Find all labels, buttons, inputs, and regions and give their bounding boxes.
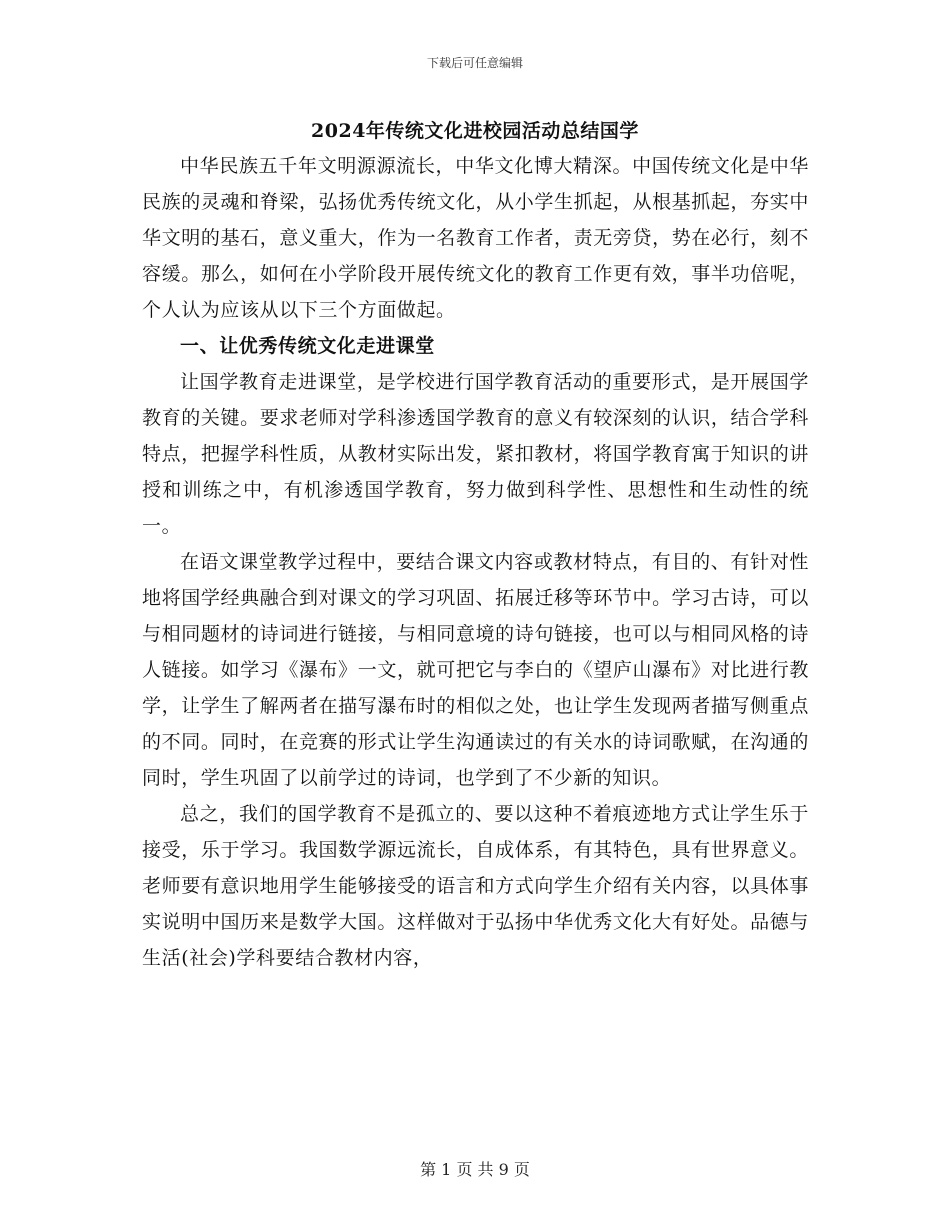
section-1-heading: 一、让优秀传统文化走进课堂 [180, 335, 435, 357]
section-1-paragraph-2: 在语文课堂教学过程中，要结合课文内容或教材特点，有目的、有针对性地将国学经典融合到对课文的学习巩固、拓展迁移等环节中。学习古诗，可以与相同题材的诗词进行链接，与相同意境的诗句链接，也可以与相同风格的诗人链接。如学习《瀑布》一文，就可把它与李白的《望庐山瀑布》对比进行教学，让学生了解两者在描写瀑布时的相似之处，也让学生发现两者描写侧重点的不同。同时，在竞赛的形式让学生沟通读过的有关水的诗词歌赋，在沟通的同时，学生巩固了以前学过的诗词，也学到了不少新的知识。 [142, 551, 809, 789]
page-number-footer: 第 1 页 共 9 页 [420, 1160, 530, 1179]
section-1-paragraph-1: 让国学教育走进课堂，是学校进行国学教育活动的重要形式，是开展国学教育的关键。要求老师对学科渗透国学教育的意义有较深刻的认识，结合学科特点，把握学科性质，从教材实际出发，紧扣教材，将国学教育寓于知识的讲授和训练之中，有机渗透国学教育，努力做到科学性、思想性和生动性的统一。 [142, 371, 809, 537]
section-1-paragraph-3: 总之，我们的国学教育不是孤立的、要以这种不着痕迹地方式让学生乐于接受，乐于学习。我国数学源远流长，自成体系，有其特色，具有世界意义。老师要有意识地用学生能够接受的语言和方式向学生介绍有关内容，以具体事实说明中国历来是数学大国。这样做对于弘扬中华优秀文化大有好处。品德与生活(社会)学科要结合教材内容， [142, 803, 809, 969]
document-title: 2024年传统文化进校园活动总结国学 [311, 120, 639, 142]
intro-paragraph: 中华民族五千年文明源源流长，中华文化博大精深。中国传统文化是中华民族的灵魂和脊梁，弘扬优秀传统文化，从小学生抓起，从根基抓起，夯实中华文明的基石，意义重大，作为一名教育工作者，责无旁贷，势在必行，刻不容缓。那么，如何在小学阶段开展传统文化的教育工作更有效，事半功倍呢，个人认为应该从以下三个方面做起。 [142, 155, 809, 321]
document-body [142, 148, 809, 976]
page-header-note: 下载后可任意编辑 [426, 56, 523, 70]
